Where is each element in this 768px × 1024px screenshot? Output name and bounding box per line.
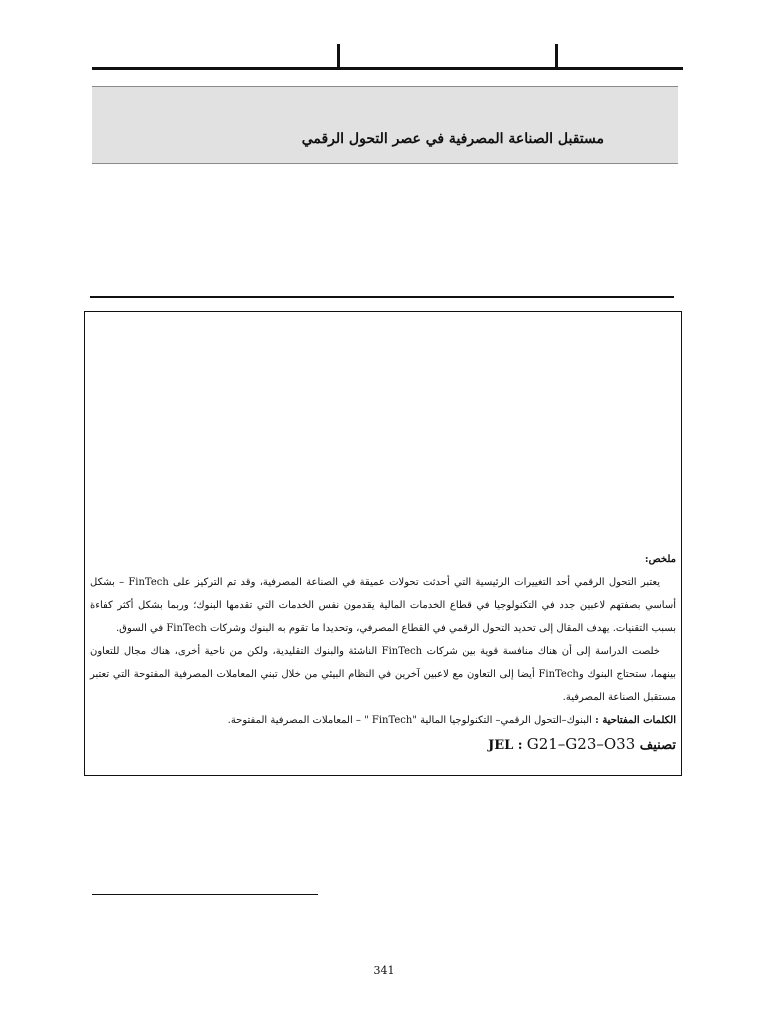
keywords-line — [90, 709, 676, 732]
jel-label: تصنيف JEL : — [488, 738, 676, 753]
keywords-label: الكلمات المفتاحية : — [595, 715, 676, 726]
header-rule — [92, 67, 683, 70]
title-band — [92, 86, 678, 164]
abstract-heading: ملخص: — [644, 554, 676, 565]
section-separator — [90, 296, 674, 298]
page-number: 341 — [373, 964, 395, 977]
abstract-content — [90, 548, 676, 758]
footnote-rule — [92, 894, 318, 895]
header-tick-right — [555, 44, 558, 69]
keywords-text: البنوك–التحول الرقمي– التكنولوجيا المالية "FinTech " – المعاملات المصرفية المفتوحة. — [227, 715, 592, 726]
header-tick-left — [337, 44, 340, 69]
abstract-paragraph-2: خلصت الدراسة إلى أن هناك منافسة قوية بين شركات FinTech الناشئة والبنوك التقليدية، ولكن من ناحية أخرى، هناك مجال للتعاون بينهما، ستحتاج البنوك وFinTech أيضا إلى التعاون مع لاعبين آخرين في النظام البيئي من خلال تبني المعاملات المصرفية المفتوحة التي تعتبر مستقبل الصناعة المصرفية. — [90, 646, 676, 703]
abstract-box — [84, 311, 682, 776]
jel-line — [90, 732, 676, 758]
jel-codes: G21–G23–O33 — [526, 735, 636, 753]
article-title: مستقبل الصناعة المصرفية في عصر التحول الرقمي — [301, 131, 604, 147]
abstract-paragraph-1: يعتبر التحول الرقمي أحد التغييرات الرئيسية التي أحدثت تحولات عميقة في الصناعة المصرفية، وقد تم التركيز على FinTech – بشكل أساسي بصفتهم لاعبين جدد في التكنولوجيا في قطاع الخدمات المالية يقدمون نفس الخدمات التي تقدمها البنوك؛ وربما بشكل أكثر كفاءة بسبب التقنيات. يهدف المقال إلى تحديد التحول الرقمي في القطاع المصرفي، وتحديدا ما تقوم به البنوك وشركات FinTech في السوق. — [90, 577, 676, 634]
